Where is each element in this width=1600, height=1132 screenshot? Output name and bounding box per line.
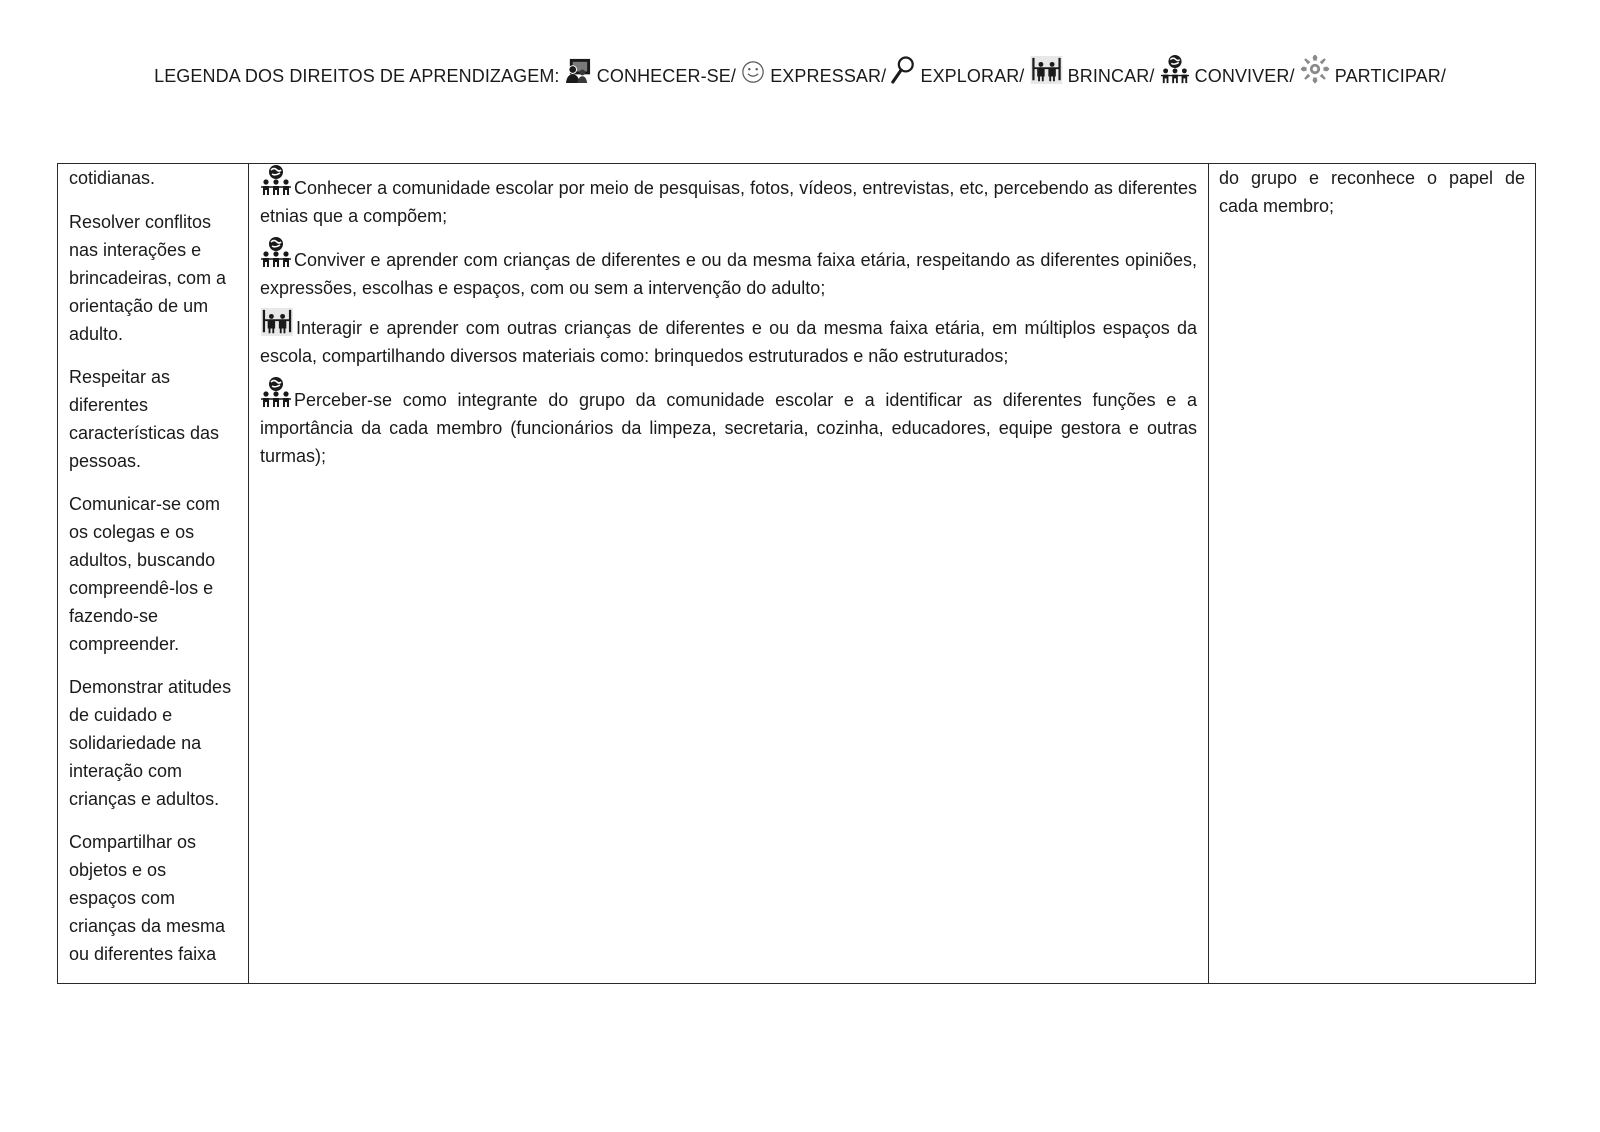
legend-bar [0,54,1600,87]
left-item: Demonstrar atitudes de cuidado e solidariedade na interação com crianças e adultos. [69,677,232,809]
left-column-cell [58,164,249,984]
left-item: Respeitar as diferentes características das pessoas. [69,367,220,471]
right-column-cell [1209,164,1536,984]
legend-label: PARTICIPAR/ [1334,66,1446,86]
legend-label: EXPLORAR/ [920,66,1025,86]
objective-item [260,164,1197,230]
brincar-icon [1030,56,1063,84]
explorar-icon [891,56,915,84]
legend-item-participar [1300,54,1446,87]
objective-text: Perceber-se como integrante do grupo da comunidade escolar e a identificar as diferentes funções e a importância da cada membro (funcionários da limpeza, secretaria, cozinha, educadores, equipe gestora e outras turmas); [260,390,1197,466]
objective-item [260,236,1197,302]
legend-title: LEGENDA DOS DIREITOS DE APRENDIZAGEM: [154,66,560,86]
legend-item-expressar [741,60,886,87]
legend-label: EXPRESSAR/ [770,66,887,86]
legend-item-brincar [1030,56,1155,87]
conviver-icon [1160,54,1190,84]
brincar-icon [260,308,294,336]
content-table [57,163,1536,984]
objective-text: Conviver e aprender com crianças de diferentes e ou da mesma faixa etária, respeitando as diferentes opiniões, expressões, escolhas e espaços, com ou sem a intervenção do adulto; [260,250,1197,298]
legend-label: CONHECER-SE/ [596,66,736,86]
legend-item-conhecer-se [565,57,736,87]
table-row [58,164,1536,984]
left-item: cotidianas. [69,168,156,188]
conviver-icon [260,376,292,408]
conhecer-se-icon [565,57,592,84]
participar-icon [1300,54,1330,84]
legend-label: BRINCAR/ [1067,66,1155,86]
expressar-icon [741,60,765,84]
objective-text: Interagir e aprender com outras crianças de diferentes e ou da mesma faixa etária, em múltiplos espaços da escola, compartilhando diversos materiais como: brinquedos estruturados e não estruturados; [260,318,1197,366]
conviver-icon [260,164,292,196]
legend-item-conviver [1160,54,1295,87]
right-text: do grupo e reconhece o papel de cada membro; [1219,168,1525,216]
legend-label: CONVIVER/ [1194,66,1295,86]
conviver-icon [260,236,292,268]
left-item: Comunicar-se com os colegas e os adultos, buscando compreendê-los e fazendo-se compreender. [69,494,221,654]
objectives-column-cell [249,164,1209,984]
legend-item-explorar [891,56,1024,87]
left-item: Compartilhar os objetos e os espaços com crianças da mesma ou diferentes faixa [69,832,226,964]
objective-item [260,376,1197,470]
left-item: Resolver conflitos nas interações e brincadeiras, com a orientação de um adulto. [69,212,227,344]
objective-item [260,308,1197,370]
objective-text: Conhecer a comunidade escolar por meio de pesquisas, fotos, vídeos, entrevistas, etc, percebendo as diferentes etnias que a compõem; [260,178,1197,226]
